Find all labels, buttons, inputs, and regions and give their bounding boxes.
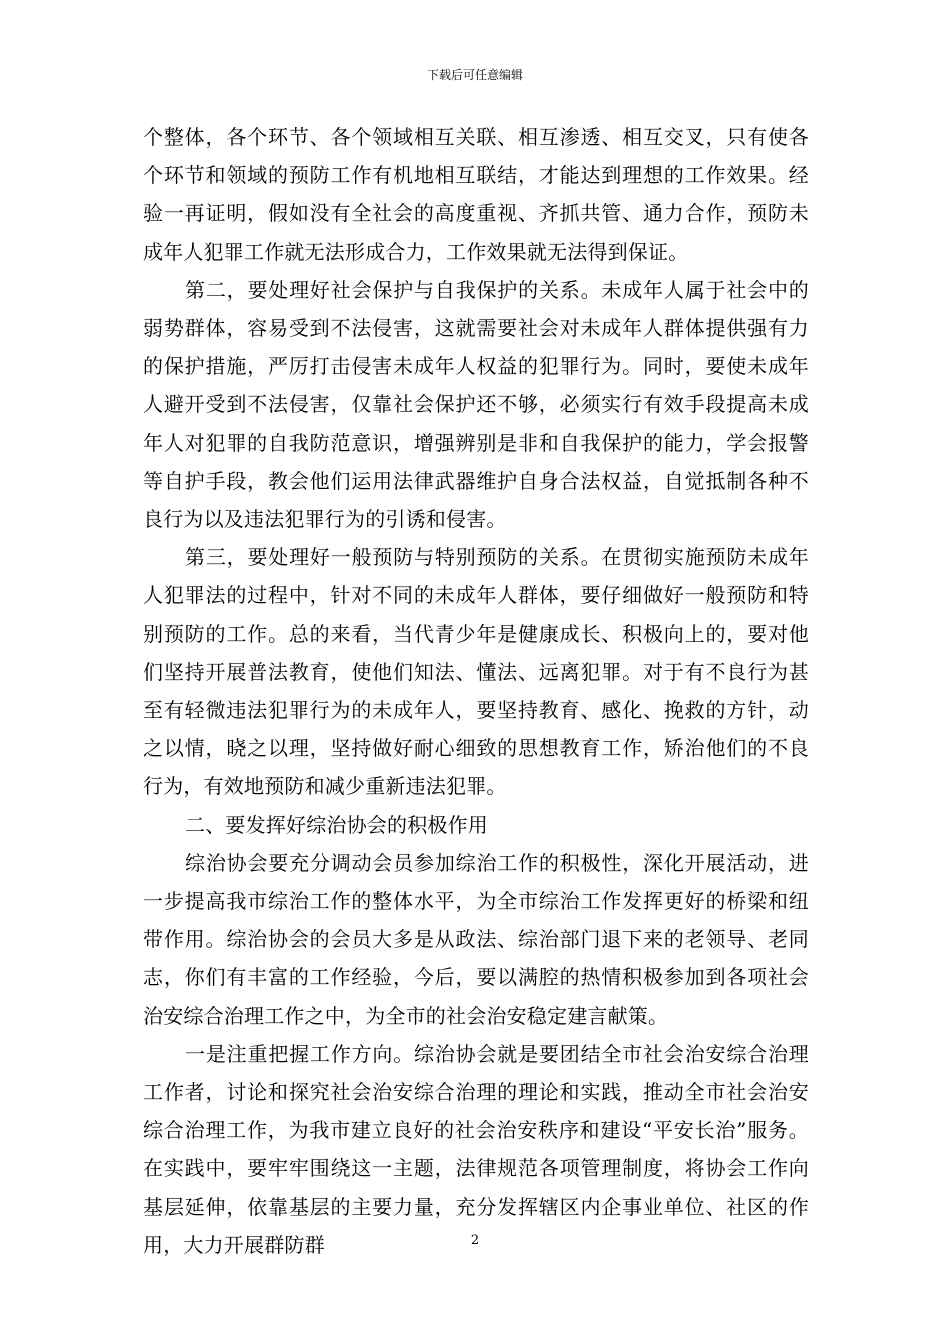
paragraph: 第三，要处理好一般预防与特别预防的关系。在贯彻实施预防未成年人犯罪法的过程中，针对不同的未成年人群体，要仔细做好一般预防和特别预防的工作。总的来看，当代青少年是健康成长、积极向上的，要对他们坚持开展普法教育，使他们知法、懂法、远离犯罪。对于有不良行为甚至有轻微违法犯罪行为的未成年人，要坚持教育、感化、挽救的方针，动之以情，晓之以理，坚持做好耐心细致的思想教育工作，矫治他们的不良行为，有效地预防和减少重新违法犯罪。 xyxy=(143,545,809,799)
paragraph: 一是注重把握工作方向。综治协会就是要团结全市社会治安综合治理工作者，讨论和探究社会治安综合治理的理论和实践，推动全市社会治安综合治理工作，为我市建立良好的社会治安秩序和建设“平安长治”服务。在实践中，要牢牢围绕这一主题，法律规范各项管理制度，将协会工作向基层延伸，依靠基层的主要力量，充分发挥辖区内企事业单位、社区的作用，大力开展群防群 xyxy=(143,1041,809,1257)
section-heading: 二、要发挥好综治协会的积极作用 xyxy=(185,812,488,837)
paragraph: 第二，要处理好社会保护与自我保护的关系。未成年人属于社会中的弱势群体，容易受到不法侵害，这就需要社会对未成年人群体提供强有力的保护措施，严厉打击侵害未成年人权益的犯罪行为。同时，要使未成年人避开受到不法侵害，仅靠社会保护还不够，必须实行有效手段提高未成年人对犯罪的自我防范意识，增强辨别是非和自我保护的能力，学会报警等自护手段，教会他们运用法律武器维护自身合法权益，自觉抵制各种不良行为以及违法犯罪行为的引诱和侵害。 xyxy=(143,277,809,532)
paragraph: 综治协会要充分调动会员参加综治工作的积极性，深化开展活动，进一步提高我市综治工作的整体水平，为全市综治工作发挥更好的桥梁和纽带作用。综治协会的会员大多是从政法、综治部门退下来的老领导、老同志，你们有丰富的工作经验，今后，要以满腔的热情积极参加到各项社会治安综合治理工作之中，为全市的社会治安稳定建言献策。 xyxy=(143,850,809,1028)
paragraph: 个整体，各个环节、各个领域相互关联、相互渗透、相互交叉，只有使各个环节和领域的预防工作有机地相互联结，才能达到理想的工作效果。经验一再证明，假如没有全社会的高度重视、齐抓共管、通力合作，预防未成年人犯罪工作就无法形成合力，工作效果就无法得到保证。 xyxy=(143,125,809,264)
document-body xyxy=(143,118,809,1264)
page-number: 2 xyxy=(470,1233,480,1248)
page-header: 下载后可任意编辑 xyxy=(426,68,523,82)
